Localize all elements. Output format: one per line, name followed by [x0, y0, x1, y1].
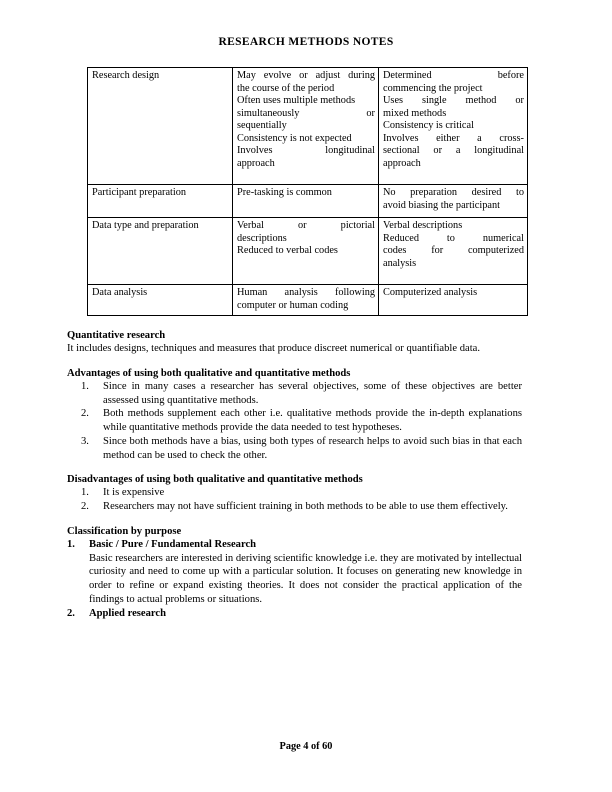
cell-text-line: Reduced to verbal codes	[237, 245, 338, 257]
cell-text-line: codes for computerized	[383, 245, 524, 257]
attribute-label: Research design	[92, 70, 160, 81]
section-disadvantages	[67, 474, 522, 514]
table-cell-quantitative	[379, 218, 528, 285]
section-quantitative-research	[67, 330, 522, 356]
cell-text-line: Involves either a cross-	[383, 132, 524, 144]
list-item-title: Applied research	[89, 607, 167, 619]
table-row	[88, 218, 528, 285]
cell-text-line: avoid biasing the participant	[383, 199, 500, 211]
table-cell-attribute	[88, 68, 233, 185]
cell-text-line: Uses single method or	[383, 95, 524, 107]
list-item	[67, 607, 522, 621]
cell-text-line: sectional or a longitudinal	[383, 145, 524, 157]
list-item-body: Basic researchers are interested in deriving scientific knowledge i.e. they are motivated by intellectual curiosity and need to come up with a particular solution. It focuses on generating new knowledge in order to refine or expand existing theories. It does not consider the practical application of the findings to actual problems or situations.	[89, 552, 522, 605]
section-heading: Advantages of using both qualitative and quantitative methods	[67, 367, 351, 379]
table-row	[88, 185, 528, 218]
cell-text-line: Verbal descriptions	[383, 220, 463, 231]
cell-text-line: Involves longitudinal	[237, 145, 375, 157]
cell-text-line: Computerized analysis	[383, 287, 478, 298]
list-item-number: 3.	[81, 435, 89, 447]
table-cell-qualitative	[233, 218, 379, 285]
cell-text-line: approach	[383, 157, 421, 169]
attribute-label: Data analysis	[92, 287, 148, 298]
table-cell-qualitative	[233, 185, 379, 218]
research-comparison-table	[87, 67, 528, 316]
disadvantages-list	[67, 486, 522, 514]
cell-text-line: descriptions	[237, 232, 287, 244]
cell-text-line: May evolve or adjust during	[237, 70, 375, 81]
cell-text-line: Consistency is not expected	[237, 132, 352, 144]
table-cell-quantitative	[379, 285, 528, 316]
cell-text-line: computer or human coding	[237, 299, 349, 311]
advantages-list	[67, 380, 522, 463]
table-cell-qualitative	[233, 68, 379, 185]
list-item-number: 1.	[81, 380, 89, 392]
list-item-text: It is expensive	[103, 487, 165, 499]
list-item	[67, 500, 522, 514]
list-item	[67, 407, 522, 435]
table-cell-attribute	[88, 218, 233, 285]
attribute-label: Data type and preparation	[92, 220, 199, 231]
list-item-number: 1.	[81, 487, 89, 499]
cell-text-line: Verbal or pictorial	[237, 220, 375, 231]
cell-text-line: the course of the period	[237, 82, 335, 94]
table-cell-qualitative	[233, 285, 379, 316]
list-item-text: Since in many cases a researcher has several objectives, some of these objectives are better assessed using quantitative methods.	[103, 380, 522, 406]
cell-text-line: approach	[237, 157, 275, 169]
table-cell-quantitative	[379, 68, 528, 185]
list-item-text: Since both methods have a bias, using both types of research helps to avoid such bias in that each method can be used to check the other.	[103, 435, 522, 461]
table-row	[88, 68, 528, 185]
page-footer: Page 4 of 60	[279, 741, 333, 752]
cell-text-line: sequentially	[237, 120, 287, 132]
table-cell-attribute	[88, 285, 233, 316]
list-item-text: Both methods supplement each other i.e. qualitative methods provide the in-depth explanations while quantitative methods provide the data needed to test hypotheses.	[103, 408, 522, 434]
section-heading: Disadvantages of using both qualitative and quantitative methods	[67, 474, 363, 486]
cell-text-line: Pre-tasking is common	[237, 187, 332, 198]
list-item-text: Researchers may not have sufficient training in both methods to be able to use them effectively.	[103, 501, 508, 513]
table-cell-attribute	[88, 185, 233, 218]
cell-text-line: simultaneously or	[237, 107, 375, 119]
list-item-number: 2.	[67, 607, 75, 619]
list-item	[67, 435, 522, 463]
table-cell-quantitative	[379, 185, 528, 218]
attribute-label: Participant preparation	[92, 187, 187, 198]
section-classification	[67, 526, 522, 621]
section-heading: Classification by purpose	[67, 525, 182, 537]
cell-text-line: No preparation desired to	[383, 187, 524, 198]
section-paragraph: It includes designs, techniques and measures that produce discreet numerical or quantifiable data.	[67, 343, 481, 354]
cell-text-line: commencing the project	[383, 82, 483, 94]
cell-text-line: Consistency is critical	[383, 120, 474, 132]
classification-list	[67, 538, 522, 621]
cell-text-line: mixed methods	[383, 107, 447, 119]
list-item-number: 1.	[67, 538, 75, 550]
cell-text-line: analysis	[383, 257, 417, 269]
document-body	[67, 330, 522, 620]
cell-text-line: Human analysis following	[237, 287, 375, 298]
section-heading: Quantitative research	[67, 330, 166, 341]
list-item-number: 2.	[81, 408, 89, 420]
cell-text-line: Often uses multiple methods	[237, 95, 356, 107]
list-item-title: Basic / Pure / Fundamental Research	[89, 538, 257, 550]
table-row	[88, 285, 528, 316]
list-item-number: 2.	[81, 501, 89, 513]
list-item	[67, 486, 522, 500]
section-advantages	[67, 368, 522, 463]
cell-text-line: Reduced to numerical	[383, 232, 524, 244]
list-item	[67, 538, 522, 607]
page-title: RESEARCH METHODS NOTES	[218, 36, 394, 48]
cell-text-line: Determined before	[383, 70, 524, 81]
list-item	[67, 380, 522, 408]
